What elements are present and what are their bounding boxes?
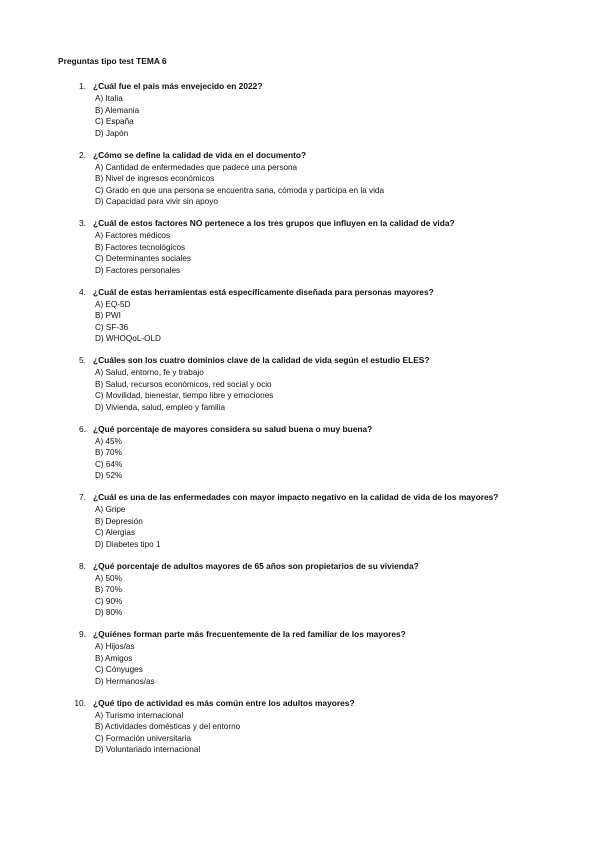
document-title: Preguntas tipo test TEMA 6 bbox=[58, 56, 167, 66]
question-number: 5. bbox=[79, 355, 86, 365]
option-d: D) Japón bbox=[95, 128, 129, 138]
option-list bbox=[95, 504, 161, 550]
option-b: B) PWI bbox=[95, 311, 121, 321]
question-text: ¿Quiénes forman parte más frecuentemente de la red familiar de los mayores? bbox=[93, 629, 406, 639]
option-list bbox=[95, 367, 273, 413]
option-b: B) Amigos bbox=[95, 653, 133, 663]
option-a: A) Italia bbox=[95, 94, 123, 103]
option-c: C) Formación universitaria bbox=[95, 733, 192, 743]
option-a: A) EQ-5D bbox=[95, 299, 131, 309]
question-text: ¿Cuál es una de las enfermedades con mayor impacto negativo en la calidad de vida de los mayores? bbox=[93, 492, 499, 502]
question-item bbox=[0, 284, 600, 353]
option-c: C) 90% bbox=[95, 596, 123, 606]
option-d: D) WHOQoL-OLD bbox=[95, 334, 161, 344]
question-item bbox=[0, 78, 600, 147]
question-item bbox=[0, 695, 600, 764]
question-number: 10. bbox=[74, 697, 86, 708]
option-list bbox=[95, 573, 122, 619]
option-c: C) Grado en que una persona se encuentra sana, cómoda y participa en la vida bbox=[95, 185, 385, 195]
question-item bbox=[0, 421, 600, 490]
option-list bbox=[95, 299, 161, 345]
question-text: ¿Qué porcentaje de mayores considera su salud buena o muy buena? bbox=[93, 423, 373, 434]
question-number: 1. bbox=[79, 81, 86, 91]
option-a: A) Gripe bbox=[95, 505, 126, 514]
option-b: B) 70% bbox=[95, 585, 122, 595]
option-d: D) Vivienda, salud, empleo y familia bbox=[95, 402, 226, 412]
option-list bbox=[95, 162, 384, 208]
question-number: 3. bbox=[79, 218, 86, 228]
option-d: D) 52% bbox=[95, 471, 123, 481]
question-number: 8. bbox=[79, 560, 86, 571]
question-text: ¿Cómo se define la calidad de vida en el documento? bbox=[93, 149, 307, 160]
question-text: ¿Cuál fue el país más envejecido en 2022? bbox=[93, 81, 263, 91]
option-b: B) Nivel de ingresos económicos bbox=[95, 174, 215, 184]
option-c: C) 64% bbox=[95, 459, 123, 469]
option-d: D) 80% bbox=[95, 608, 123, 618]
option-list bbox=[95, 93, 139, 139]
option-c: C) SF-36 bbox=[95, 322, 129, 332]
question-text: ¿Cuál de estas herramientas está específicamente diseñada para personas mayores? bbox=[93, 286, 434, 297]
question-item bbox=[0, 489, 600, 558]
question-item bbox=[0, 558, 600, 627]
option-b: B) Actividades domésticas y del entorno bbox=[95, 722, 241, 732]
option-c: C) Movilidad, bienestar, tiempo libre y emociones bbox=[95, 391, 274, 401]
option-b: B) Factores tecnológicos bbox=[95, 242, 186, 252]
option-a: A) Hijos/as bbox=[95, 642, 135, 651]
option-list bbox=[95, 436, 122, 482]
option-a: A) 50% bbox=[95, 573, 122, 583]
option-c: C) Alergias bbox=[95, 528, 136, 538]
option-list bbox=[95, 710, 240, 756]
question-number: 7. bbox=[79, 492, 86, 502]
question-item bbox=[0, 215, 600, 284]
question-text: ¿Qué porcentaje de adultos mayores de 65 años son propietarios de su vivienda? bbox=[93, 560, 419, 571]
option-list bbox=[95, 230, 191, 276]
option-b: B) Salud, recursos económicos, red social y ocio bbox=[95, 379, 272, 389]
option-list bbox=[95, 641, 155, 687]
option-a: A) Salud, entorno, fe y trabajo bbox=[95, 368, 204, 377]
question-item bbox=[0, 626, 600, 695]
question-item bbox=[0, 352, 600, 421]
question-number: 6. bbox=[79, 423, 86, 434]
question-text: ¿Cuáles son los cuatro dominios clave de la calidad de vida según el estudio ELES? bbox=[93, 355, 430, 365]
option-b: B) Alemania bbox=[95, 105, 140, 115]
option-c: C) Determinantes sociales bbox=[95, 254, 192, 264]
option-d: D) Factores personales bbox=[95, 265, 181, 275]
option-d: D) Hermanos/as bbox=[95, 676, 155, 686]
option-a: A) 45% bbox=[95, 436, 122, 446]
option-b: B) 70% bbox=[95, 448, 122, 458]
option-d: D) Diabetes tipo 1 bbox=[95, 539, 161, 549]
option-d: D) Capacidad para vivir sin apoyo bbox=[95, 197, 218, 207]
question-number: 2. bbox=[79, 149, 86, 160]
question-text: ¿Cuál de estos factores NO pertenece a los tres grupos que influyen en la calidad de vida? bbox=[93, 218, 455, 228]
option-b: B) Depresión bbox=[95, 516, 143, 526]
question-number: 4. bbox=[79, 286, 86, 297]
question-number: 9. bbox=[79, 629, 86, 639]
question-item bbox=[0, 147, 600, 216]
option-a: A) Turismo internacional bbox=[95, 710, 184, 720]
question-list bbox=[0, 78, 600, 763]
question-text: ¿Qué tipo de actividad es más común entre los adultos mayores? bbox=[93, 697, 355, 708]
option-c: C) España bbox=[95, 117, 134, 127]
option-a: A) Factores médicos bbox=[95, 231, 171, 240]
option-c: C) Cónyuges bbox=[95, 665, 143, 675]
option-a: A) Cantidad de enfermedades que padece una persona bbox=[95, 162, 298, 172]
option-d: D) Voluntariado internacional bbox=[95, 745, 201, 755]
